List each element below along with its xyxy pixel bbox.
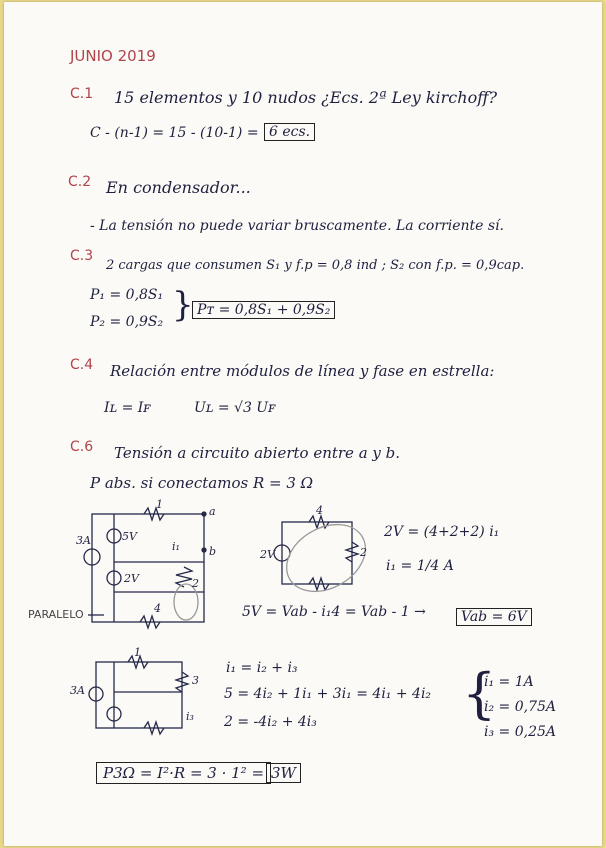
c6-sys1: i₁ = i₂ + i₃ — [226, 660, 298, 676]
label-2v-b: 2V — [260, 548, 275, 561]
label-r1: 1 — [156, 498, 163, 511]
c2-label: C.2 — [68, 174, 92, 190]
c1-answer: 6 ecs. — [264, 123, 315, 141]
c3-p1: P₁ = 0,8S₁ — [90, 287, 164, 303]
label-r2: 2 — [192, 577, 199, 590]
c6-question1: Tensión a circuito abierto entre a y b. — [114, 444, 401, 462]
c2-question: En condensador... — [106, 178, 251, 197]
c6-r2: i₂ = 0,75A — [484, 699, 557, 715]
label-i1: i₁ — [172, 540, 180, 553]
c4-label: C.4 — [70, 357, 94, 373]
c1-label: C.1 — [70, 86, 94, 102]
c4-question: Relación entre módulos de línea y fase en estrella: — [110, 362, 495, 380]
c6-r1: i₁ = 1A — [484, 674, 534, 690]
c6-final-answer: 3W — [266, 763, 301, 783]
label-r1-c: 1 — [134, 646, 141, 659]
c4-ul: Uʟ = √3 Uꜰ — [194, 400, 276, 416]
c6-eq1: 2V = (4+2+2) i₁ — [384, 524, 500, 540]
node-a: a — [209, 505, 216, 518]
c3-answer: Pᴛ = 0,8S₁ + 0,9S₂ — [192, 301, 335, 319]
c6-sys3: 2 = -4i₂ + 4i₃ — [224, 714, 317, 730]
c2-line: - La tensión no puede variar bruscamente. La corriente sí. — [90, 218, 504, 234]
c6-question2: P abs. si conectamos R = 3 Ω — [90, 474, 314, 492]
label-2v: 2V — [124, 572, 139, 585]
c3-p2: P₂ = 0,9S₂ — [90, 314, 164, 330]
c3-brace: } — [172, 285, 194, 325]
c3-label: C.3 — [70, 248, 94, 264]
label-3a: 3A — [76, 534, 91, 547]
label-r4-b: 4 — [316, 504, 323, 517]
label-i3-c: i₃ — [186, 710, 194, 723]
label-r2-b: 2 — [360, 546, 367, 559]
page-title: JUNIO 2019 — [70, 47, 156, 65]
c6-r3: i₃ = 0,25A — [484, 724, 557, 740]
c6-final: P3Ω = I²·R = 3 · 1² = — [96, 762, 271, 784]
notebook-page — [4, 2, 602, 846]
label-r4: 4 — [154, 602, 161, 615]
label-r3-c: 3 — [192, 674, 199, 687]
c4-il: Iʟ = Iꜰ — [104, 400, 151, 416]
c6-sys2: 5 = 4i₂ + 1i₁ + 3i₁ = 4i₁ + 4i₂ — [224, 686, 432, 702]
c6-eq2: i₁ = 1/4 A — [386, 558, 454, 574]
label-3a-c: 3A — [70, 684, 85, 697]
c6-brace: { — [462, 662, 497, 725]
c6-label: C.6 — [70, 439, 94, 455]
c3-question: 2 cargas que consumen S₁ y f.p = 0,8 ind ; S₂ con f.p. = 0,9cap. — [106, 258, 525, 273]
label-5v: 5V — [122, 530, 137, 543]
paralelo-note: PARALELO — [28, 608, 84, 621]
c1-question: 15 elementos y 10 nudos ¿Ecs. 2ª Ley kirchoff? — [114, 88, 498, 107]
node-b: b — [209, 545, 217, 558]
c1-equation: C - (n-1) = 15 - (10-1) = — [90, 125, 259, 141]
c6-answer1: Vab = 6V — [456, 608, 532, 626]
c6-eq3: 5V = Vab - i₁4 = Vab - 1 → — [242, 604, 426, 620]
